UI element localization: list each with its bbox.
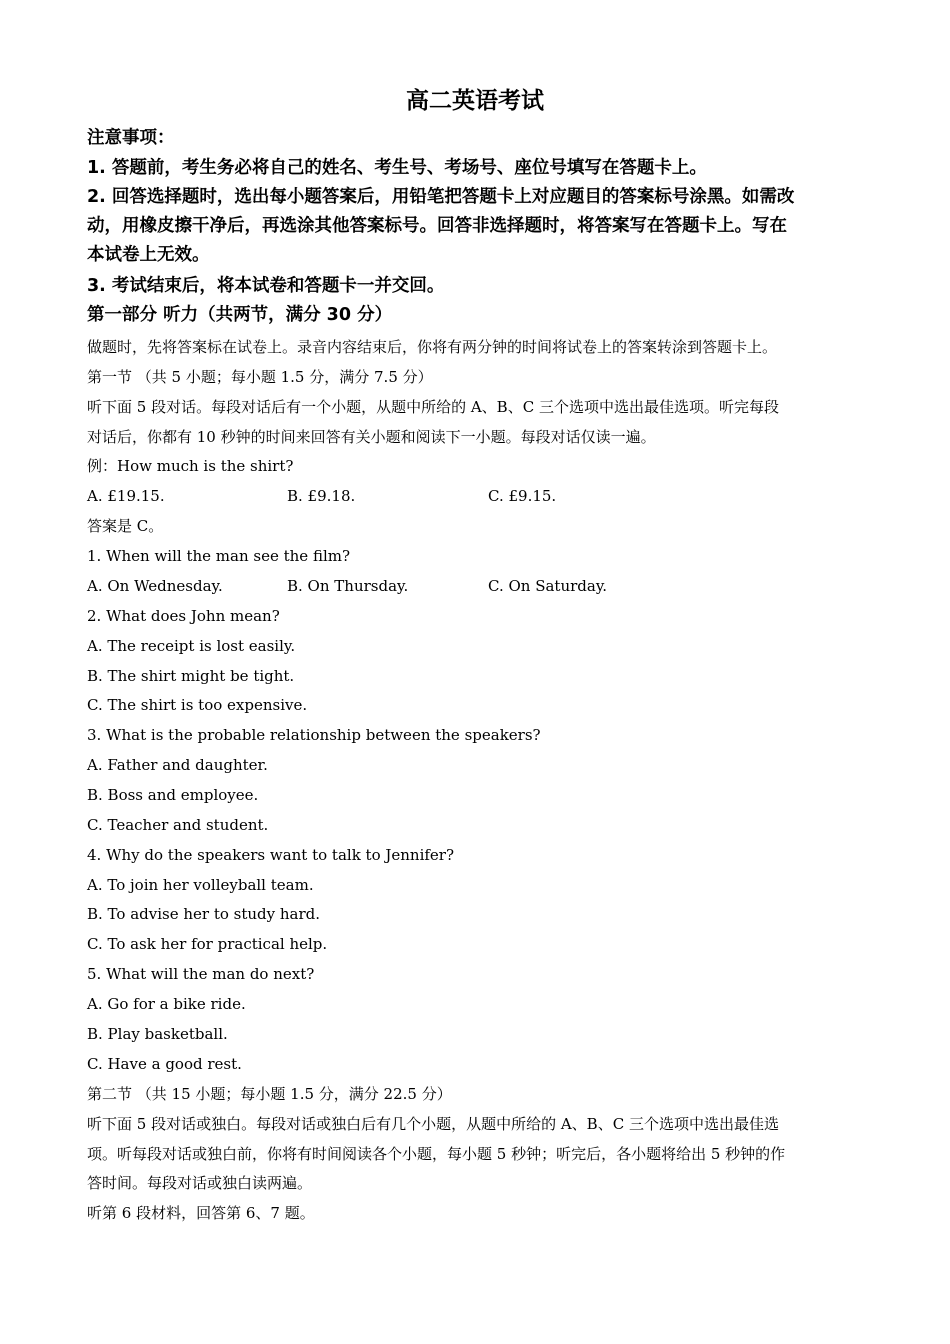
question-2-option-c: C. The shirt is too expensive.	[87, 696, 308, 714]
question-5-option-c: C. Have a good rest.	[87, 1055, 242, 1073]
example-question: 例：How much is the shirt?	[87, 457, 294, 475]
page-title: 高二英语考试	[406, 88, 544, 114]
section2-heading: 第二节 （共 15 小题；每小题 1.5 分，满分 22.5 分）	[87, 1085, 452, 1103]
part1-heading: 第一部分 听力（共两节，满分 30 分）	[87, 305, 393, 325]
part1-intro: 做题时，先将答案标在试卷上。录音内容结束后，你将有两分钟的时间将试卷上的答案转涂到答题卡上。	[87, 338, 778, 356]
question-2: 2. What does John mean?	[87, 607, 280, 625]
section1-instruction-line-1: 听下面 5 段对话。每段对话后有一个小题，从题中所给的 A、B、C 三个选项中选出最佳选项。听完每段	[87, 398, 779, 416]
notice-item-2-line-3: 本试卷上无效。	[87, 245, 210, 265]
section2-instruction-line-2: 项。听每段对话或独白前，你将有时间阅读各个小题，每小题 5 秒钟；听完后，各小题将给出 5 秒钟的作	[87, 1145, 786, 1163]
material-6-heading: 听第 6 段材料，回答第 6、7 题。	[87, 1204, 315, 1222]
notice-item-2-line-2: 动，用橡皮擦干净后，再选涂其他答案标号。回答非选择题时，将答案写在答题卡上。写在	[87, 216, 787, 236]
notice-item-3: 3. 考试结束后，将本试卷和答题卡一并交回。	[87, 276, 445, 296]
question-5-option-b: B. Play basketball.	[87, 1025, 228, 1043]
question-1-option-b: B. On Thursday.	[287, 577, 409, 595]
question-1-option-a: A. On Wednesday.	[87, 577, 223, 595]
question-4-option-c: C. To ask her for practical help.	[87, 935, 328, 953]
question-3-option-b: B. Boss and employee.	[87, 786, 259, 804]
example-option-a: A. £19.15.	[87, 487, 165, 505]
example-answer: 答案是 C。	[87, 517, 164, 535]
question-3: 3. What is the probable relationship between the speakers?	[87, 726, 541, 744]
example-option-b: B. £9.18.	[287, 487, 356, 505]
question-4: 4. Why do the speakers want to talk to Jennifer?	[87, 846, 455, 864]
question-3-option-a: A. Father and daughter.	[87, 756, 268, 774]
question-5: 5. What will the man do next?	[87, 965, 315, 983]
notice-item-1: 1. 答题前，考生务必将自己的姓名、考生号、考场号、座位号填写在答题卡上。	[87, 158, 707, 178]
question-5-option-a: A. Go for a bike ride.	[87, 995, 246, 1013]
section2-instruction-line-1: 听下面 5 段对话或独白。每段对话或独白后有几个小题，从题中所给的 A、B、C 三个选项中选出最佳选	[87, 1115, 779, 1133]
section1-instruction-line-2: 对话后，你都有 10 秒钟的时间来回答有关小题和阅读下一小题。每段对话仅读一遍。	[87, 428, 656, 446]
question-2-option-a: A. The receipt is lost easily.	[87, 637, 296, 655]
section1-heading: 第一节 （共 5 小题；每小题 1.5 分，满分 7.5 分）	[87, 368, 433, 386]
notice-heading: 注意事项：	[87, 128, 175, 148]
question-1: 1. When will the man see the film?	[87, 547, 351, 565]
notice-item-2-line-1: 2. 回答选择题时，选出每小题答案后，用铅笔把答题卡上对应题目的答案标号涂黑。如需改	[87, 187, 795, 207]
question-1-option-c: C. On Saturday.	[488, 577, 608, 595]
example-option-c: C. £9.15.	[488, 487, 557, 505]
question-2-option-b: B. The shirt might be tight.	[87, 667, 295, 685]
question-4-option-b: B. To advise her to study hard.	[87, 905, 321, 923]
question-3-option-c: C. Teacher and student.	[87, 816, 269, 834]
question-4-option-a: A. To join her volleyball team.	[87, 876, 314, 894]
section2-instruction-line-3: 答时间。每段对话或独白读两遍。	[87, 1174, 313, 1192]
